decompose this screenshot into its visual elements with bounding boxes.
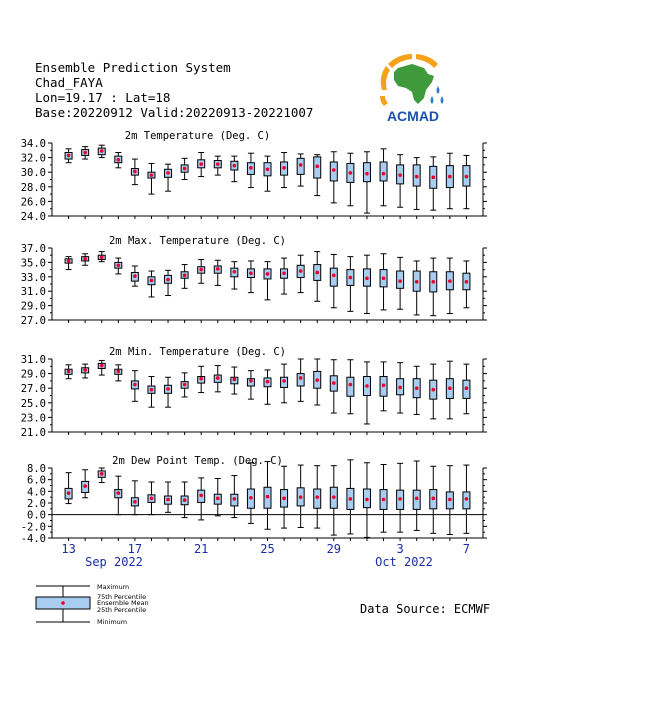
mean-dot	[315, 495, 319, 499]
mean-dot	[332, 381, 336, 385]
month-label: Sep 2022	[85, 555, 143, 569]
mean-dot	[398, 279, 402, 283]
y-tick-label: 31.0	[20, 286, 46, 299]
mean-dot	[349, 171, 353, 175]
mean-dot	[216, 376, 220, 380]
box	[297, 374, 304, 386]
box	[380, 162, 387, 181]
month-label: Oct 2022	[375, 555, 433, 569]
legend-label: 25th Percentile	[97, 606, 147, 614]
y-tick-label: 0.0	[27, 509, 46, 522]
y-tick-label: -2.0	[20, 521, 46, 534]
mean-dot	[299, 495, 303, 499]
y-tick-label: 31.0	[20, 354, 46, 366]
mean-dot	[199, 494, 203, 498]
mean-dot	[266, 495, 270, 499]
mean-dot	[448, 279, 452, 283]
mean-dot	[315, 271, 319, 275]
box	[347, 377, 354, 396]
mean-dot	[365, 172, 369, 176]
panel-title: 2m Max. Temperature (Deg. C)	[108, 235, 287, 247]
y-tick-label: 32.0	[20, 152, 46, 165]
x-tick-label: 17	[127, 542, 143, 556]
y-tick-label: 25.0	[20, 397, 46, 410]
mean-dot	[365, 498, 369, 502]
box	[330, 268, 337, 286]
mean-dot	[183, 498, 187, 502]
mean-dot	[117, 491, 121, 495]
mean-dot	[299, 163, 303, 167]
mean-dot	[299, 269, 303, 273]
y-tick-label: -4.0	[20, 533, 46, 545]
y-tick-label: 33.0	[20, 271, 46, 284]
mean-dot	[315, 378, 319, 382]
mean-dot	[117, 263, 121, 267]
mean-dot	[67, 491, 71, 495]
mean-dot	[117, 370, 121, 374]
x-tick-label: 21	[193, 542, 209, 556]
mean-dot	[199, 377, 203, 381]
mean-dot	[249, 379, 253, 383]
mean-dot	[448, 498, 452, 502]
y-tick-label: 23.0	[20, 412, 46, 425]
mean-dot	[249, 496, 253, 500]
mean-dot	[349, 497, 353, 501]
mean-dot	[100, 364, 104, 368]
y-tick-label: 4.0	[27, 486, 46, 499]
header-line-dates: Base:20220912 Valid:20220913-20221007	[35, 105, 314, 120]
mean-dot	[315, 165, 319, 169]
header-line-coords: Lon=19.17 : Lat=18	[35, 90, 171, 105]
y-tick-label: 24.0	[20, 211, 46, 223]
y-tick-label: 34.0	[20, 138, 46, 150]
mean-dot	[332, 495, 336, 499]
mean-dot	[431, 388, 435, 392]
mean-dot	[349, 276, 353, 280]
legend-mean-dot	[61, 601, 65, 605]
mean-dot	[349, 383, 353, 387]
mean-dot	[67, 154, 71, 158]
mean-dot	[216, 267, 220, 271]
mean-dot	[100, 472, 104, 476]
panel-title: 2m Temperature (Deg. C)	[124, 130, 271, 142]
x-tick-label: 25	[260, 542, 275, 556]
mean-dot	[233, 497, 237, 501]
mean-dot	[431, 176, 435, 180]
mean-dot	[382, 172, 386, 176]
mean-dot	[233, 270, 237, 274]
legend-label: Minimum	[97, 618, 128, 626]
mean-dot	[266, 380, 270, 384]
mean-dot	[382, 383, 386, 387]
y-tick-label: 27.0	[20, 383, 46, 396]
mean-dot	[415, 280, 419, 284]
mean-dot	[465, 280, 469, 284]
mean-dot	[83, 151, 87, 155]
mean-dot	[150, 497, 154, 501]
mean-dot	[216, 497, 220, 501]
mean-dot	[465, 175, 469, 179]
y-tick-label: 2.0	[27, 498, 46, 510]
mean-dot	[332, 168, 336, 172]
x-tick-label: 29	[326, 542, 342, 556]
mean-dot	[299, 376, 303, 380]
y-tick-label: 37.0	[20, 243, 46, 255]
x-tick-label: 7	[462, 542, 471, 556]
mean-dot	[448, 386, 452, 390]
x-tick-label: 13	[61, 542, 76, 556]
mean-dot	[183, 274, 187, 278]
mean-dot	[415, 386, 419, 390]
logo-text: ACMAD	[386, 108, 440, 124]
mean-dot	[166, 387, 170, 391]
mean-dot	[166, 171, 170, 175]
mean-dot	[431, 497, 435, 501]
mean-dot	[365, 276, 369, 280]
mean-dot	[282, 166, 286, 170]
mean-dot	[332, 274, 336, 278]
mean-dot	[133, 500, 137, 504]
mean-dot	[100, 256, 104, 260]
y-tick-label: 35.0	[20, 257, 46, 270]
legend-label: Maximum	[97, 583, 130, 591]
mean-dot	[100, 149, 104, 153]
mean-dot	[117, 158, 121, 162]
mean-dot	[216, 162, 220, 166]
mean-dot	[166, 278, 170, 282]
mean-dot	[398, 497, 402, 501]
mean-dot	[233, 378, 237, 382]
mean-dot	[398, 386, 402, 390]
mean-dot	[282, 271, 286, 275]
mean-dot	[83, 484, 87, 488]
mean-dot	[266, 272, 270, 276]
y-tick-label: 6.0	[27, 474, 46, 487]
mean-dot	[415, 497, 419, 501]
panel-title: 2m Dew Point Temp. (Deg. C)	[112, 455, 283, 467]
mean-dot	[150, 388, 154, 392]
mean-dot	[199, 268, 203, 272]
y-tick-label: 30.0	[20, 167, 46, 180]
legend-label: 75th Percentile	[97, 593, 147, 601]
y-tick-label: 28.0	[20, 181, 46, 194]
y-tick-label: 29.0	[20, 300, 46, 313]
mean-dot	[249, 271, 253, 275]
legend-label: Ensemble Mean	[97, 599, 149, 607]
mean-dot	[183, 167, 187, 171]
mean-dot	[150, 279, 154, 283]
mean-dot	[133, 170, 137, 174]
mean-dot	[266, 167, 270, 171]
y-tick-label: 21.0	[20, 427, 46, 439]
mean-dot	[67, 259, 71, 263]
mean-dot	[415, 175, 419, 179]
x-tick-label: 3	[396, 542, 404, 556]
y-tick-label: 26.0	[20, 196, 46, 209]
mean-dot	[83, 368, 87, 372]
mean-dot	[166, 498, 170, 502]
mean-dot	[150, 173, 154, 177]
y-tick-label: 27.0	[20, 315, 46, 327]
mean-dot	[233, 164, 237, 168]
mean-dot	[282, 379, 286, 383]
panel-title: 2m Min. Temperature (Deg. C)	[108, 346, 287, 358]
mean-dot	[282, 497, 286, 501]
mean-dot	[465, 497, 469, 501]
mean-dot	[365, 384, 369, 388]
mean-dot	[465, 386, 469, 390]
mean-dot	[83, 257, 87, 261]
mean-dot	[67, 370, 71, 374]
mean-dot	[199, 162, 203, 166]
mean-dot	[133, 274, 137, 278]
y-tick-label: 8.0	[27, 463, 46, 475]
header-line-station: Chad_FAYA	[35, 75, 103, 90]
mean-dot	[382, 276, 386, 280]
mean-dot	[398, 173, 402, 177]
y-tick-label: 29.0	[20, 368, 46, 381]
mean-dot	[382, 498, 386, 502]
mean-dot	[133, 383, 137, 387]
mean-dot	[448, 175, 452, 179]
mean-dot	[183, 383, 187, 387]
mean-dot	[431, 280, 435, 284]
mean-dot	[249, 166, 253, 170]
header-line-title: Ensemble Prediction System	[35, 60, 231, 75]
data-source-label: Data Source: ECMWF	[360, 602, 491, 616]
